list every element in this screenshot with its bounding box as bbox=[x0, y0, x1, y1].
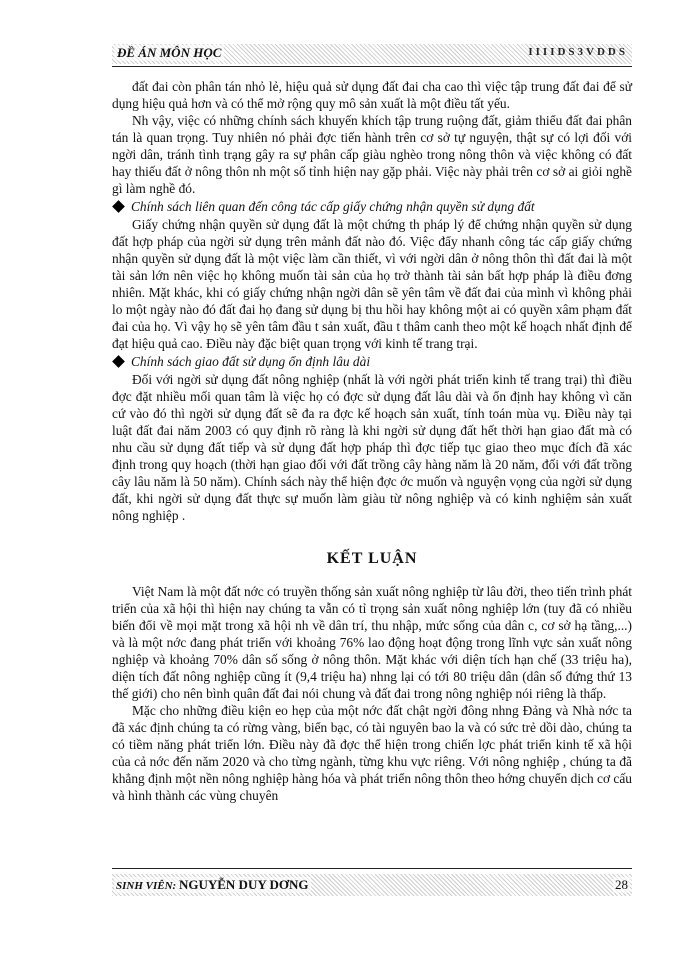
conclusion-heading: KẾT LUẬN bbox=[326, 550, 418, 567]
footer-author: SINH VIÊN: NGUYỄN DUY DƠNG bbox=[116, 877, 309, 892]
footer-rule bbox=[112, 868, 632, 869]
page-number: 28 bbox=[615, 877, 628, 892]
paragraph: Nh vậy, việc có những chính sách khuyến khích tập trung ruộng đất, giảm thiểu đất đai phân tán là quan trọng. Tuy nhiên nó phải đợc tiến hành trên cơ sở tự nguyện, thật sự có lợi đối với ngời dân, tránh tình trạng gây ra sự phân cấp giàu nghèo trong nông thôn và việc không có đất hay thiếu đất ở nông thôn nh một số tỉnh hiện nay gặp phải. Việc này phải trên cơ sở ai giỏi nghề gì làm nghề đó. bbox=[112, 113, 632, 196]
diamond-bullet-icon bbox=[112, 355, 125, 368]
paragraph: Giấy chứng nhận quyền sử dụng đất là một chứng th pháp lý để chứng nhận quyền sử dụng đất hợp pháp của ngời sử dụng trên mảnh đất nào đó. Việc đẩy nhanh công tác cấp giấy chứng nhận quyền sử dụng đất là một việc làm cần thiết, vì với ngời dân ở nông thôn thì đất đai là một tài sản lớn nên việc họ không muốn tài sản của họ trở thành tài sản bất hợp pháp là điều đơng nhiên. Mặt khác, khi có giấy chứng nhận ngời dân sẽ yên tâm về đất đai của mình vì không phải lo một ngày nào đó đất đai họ đang sử dụng bị thu hồi hay không một ai có quyền xâm phạm đất đai của họ. Vì vậy họ sẽ yên tâm đầu t sản xuất, đầu t thâm canh theo một kế hoạch nhất định để đạt hiệu quả cao. Điều này đặc biệt quan trọng với kinh tế trang trại. bbox=[112, 217, 632, 351]
header-rule bbox=[112, 66, 632, 67]
footer-name: NGUYỄN DUY DƠNG bbox=[178, 877, 309, 892]
page-header bbox=[112, 44, 632, 64]
section-heading bbox=[112, 198, 632, 215]
header-code: IIIIDS3VDDS bbox=[528, 46, 628, 58]
paragraph: Việt Nam là một đất nớc có truyền thống sản xuất nông nghiệp từ lâu đời, theo tiến trình phát triển của xã hội thì hiện nay chúng ta vẫn có tỉ trọng sản xuất nông nghiệp lớn (tuy đã có nhiều biến đổi về mọi mặt trong xã hội nh về dân trí, thu nhập, mức sống của dân c, cơ sở hạ tầng,...) và là một nớc đang phát triển với khoảng 76% lao động hoạt động trong lĩnh vực sản xuất nông nghiệp và khoảng 70% dân số sống ở nông thôn. Mặt khác với diện tích hạn chế (33 triệu ha), diện tích đất nông nghiệp cũng ít (9,4 triệu ha) nhng lại có tới 80 triệu dân (dân số đứng thứ 13 thế giới) cho nên bình quân đất đai nói chung và đất đai trong nông nghiệp nói riêng là thấp. bbox=[112, 584, 632, 701]
diamond-bullet-icon bbox=[112, 200, 125, 213]
page-footer bbox=[112, 874, 632, 896]
document-body bbox=[112, 78, 632, 804]
paragraph: Đối với ngời sử dụng đất nông nghiệp (nhất là với ngời phát triển kinh tế trang trại) thì điều đợc đặt nhiều mối quan tâm là việc họ có đợc sử dụng đất lâu dài và ổn định hay không vì căn cứ vào đó thì ngời sử dụng đất sẽ đa ra đợc kế hoạch sản xuất, tính toán mùa vụ. Điều này tại luật đất đai năm 2003 có quy định rõ ràng là khi ngời sử dụng đất hết thời hạn giao đất mà có nhu cầu sử dụng đất tiếp và sử dụng đất hợp pháp thì đợc tiếp tục giao theo mục đích đã xác định trong quy hoạch (thời hạn giao đối với đất trồng cây hàng năm là 20 năm, đối với đất trồng cây lâu năm là 50 năm). Chính sách này thể hiện đợc ớc muốn và nguyện vọng của ngời sử dụng đất, khi ngời sử dụng đất thực sự muốn làm giàu từ nông nghiệp và có kinh nghiệm sản xuất nông nghiệp . bbox=[112, 372, 632, 523]
section-heading bbox=[112, 353, 632, 370]
footer-label: SINH VIÊN bbox=[116, 880, 173, 892]
paragraph: đất đai còn phân tán nhỏ lẻ, hiệu quả sử dụng đất đai cha cao thì việc tập trung đất đai để sử dụng hiệu quả hơn và có thể mở rộng quy mô sản xuất là một điều tất yếu. bbox=[112, 79, 632, 111]
header-title: ĐỀ ÁN MÔN HỌC bbox=[114, 45, 224, 61]
paragraph: Mặc cho những điều kiện eo hẹp của một nớc đất chật ngời đông nhng Đảng và Nhà nớc ta đã xác định chúng ta có rừng vàng, biển bạc, có tài nguyên bao la và có sức trẻ dồi dào, chúng ta có tiềm năng phát triển lớn. Điều này đã đợc thể hiện trong chiến lợc phát triển kinh tế xã hội của cả nớc đến năm 2020 và cho từng ngành, từng khu vực riêng. Với nông nghiệp , chúng ta đã khẳng định một nền nông nghiệp hàng hóa và phát triển nông thôn theo hớng chuyển dịch cơ cấu và hình thành các vùng chuyên bbox=[112, 703, 632, 803]
section-heading-text: Chính sách giao đất sử dụng ổn định lâu dài bbox=[131, 354, 371, 369]
section-heading-text: Chính sách liên quan đến công tác cấp giấy chứng nhận quyền sử dụng đất bbox=[131, 199, 535, 214]
